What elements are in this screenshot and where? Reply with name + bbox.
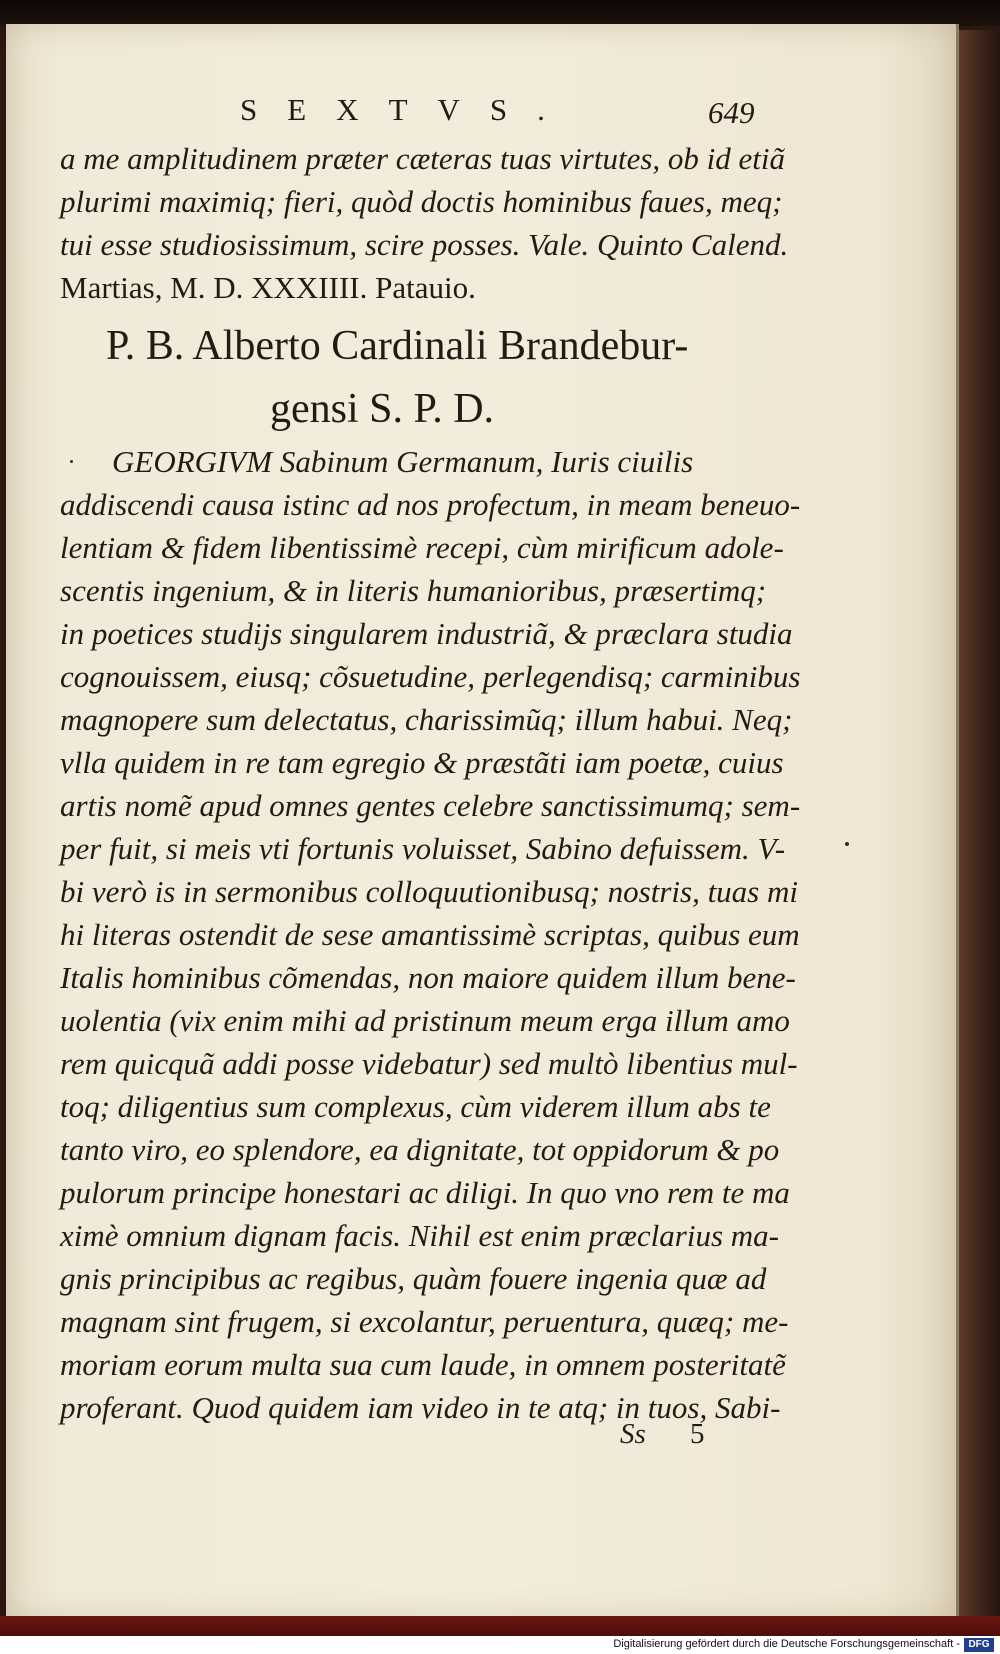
paper-speck bbox=[845, 842, 849, 846]
letter-heading-line-1: P. B. Alberto Cardinali Brandebur- bbox=[106, 323, 689, 369]
text-line: tanto viro, eo splendore, ea dignitate, tot oppidorum & po bbox=[60, 1132, 780, 1167]
text-line: magnopere sum delectatus, charissimũq; illum habui. Neq; bbox=[60, 702, 793, 737]
paper-speck bbox=[70, 460, 73, 463]
scan-bottom-edge bbox=[0, 1616, 1000, 1636]
text-line: a me amplitudinem præter cæteras tuas virtutes, ob id etiã bbox=[60, 141, 786, 176]
text-line: uolentia (vix enim mihi ad pristinum meum erga illum amo bbox=[60, 1003, 790, 1038]
text-line: pulorum principe honestari ac diligi. In quo vno rem te ma bbox=[60, 1175, 790, 1210]
text-line: tui esse studiosissimum, scire posses. Vale. Quinto Calend. bbox=[60, 227, 789, 262]
text-line: moriam eorum multa sua cum laude, in omnem posteritatẽ bbox=[60, 1347, 786, 1382]
text-line: bi verò is in sermonibus colloquutionibusq; nostris, tuas mi bbox=[60, 874, 798, 909]
digitization-credit: Digitalisierung gefördert durch die Deutsche Forschungsgemeinschaft - bbox=[613, 1638, 960, 1650]
text-line: magnam sint frugem, si excolantur, peruentura, quæq; me- bbox=[60, 1304, 789, 1339]
letter-heading-line-2: gensi S. P. D. bbox=[270, 386, 495, 432]
text-line: toq; diligentius sum complexus, cùm viderem illum abs te bbox=[60, 1089, 771, 1124]
text-line: Martias, M. D. XXXIIII. Patauio. bbox=[60, 270, 476, 305]
text-line: in poetices studijs singularem industriã, & præclara studia bbox=[60, 616, 793, 651]
text-line: artis nomẽ apud omnes gentes celebre sanctissimumq; sem- bbox=[60, 788, 801, 823]
signature-mark: Ss bbox=[620, 1418, 646, 1450]
text-line: ximè omnium dignam facis. Nihil est enim præclarius ma- bbox=[60, 1218, 779, 1253]
text-line: scentis ingenium, & in literis humanioribus, præsertimq; bbox=[60, 573, 767, 608]
text-line: plurimi maximiq; fieri, quòd doctis hominibus faues, meq; bbox=[60, 184, 783, 219]
text-line: addiscendi causa istinc ad nos profectum, in meam beneuo- bbox=[60, 487, 801, 522]
text-line: per fuit, si meis vti fortunis voluisset, Sabino defuissem. V- bbox=[60, 831, 786, 866]
text-line: cognouissem, eiusq; cõsuetudine, perlegendisq; carminibus bbox=[60, 659, 801, 694]
text-line: lentiam & fidem libentissimè recepi, cùm mirificum adole- bbox=[60, 530, 784, 565]
text-line: rem quicquã addi posse videbatur) sed multò libentius mul- bbox=[60, 1046, 798, 1081]
dfg-logo: DFG bbox=[964, 1638, 994, 1652]
signature-number: 5 bbox=[690, 1418, 705, 1450]
text-line: gnis principibus ac regibus, quàm fouere ingenia quæ ad bbox=[60, 1261, 767, 1296]
body-first-line: GEORGIVM Sabinum Germanum, Iuris ciuilis bbox=[112, 444, 694, 479]
page-number: 649 bbox=[708, 95, 755, 130]
text-line: hi literas ostendit de sese amantissimè scriptas, quibus eum bbox=[60, 917, 800, 952]
book-fore-edge bbox=[959, 30, 1000, 1620]
text-line: vlla quidem in re tam egregio & præstãti iam poetæ, cuius bbox=[60, 745, 784, 780]
running-head: SEXTVS. bbox=[240, 92, 575, 127]
text-line: proferant. Quod quidem iam video in te atq; in tuos, Sabi- bbox=[60, 1390, 781, 1425]
text-line: Italis hominibus cõmendas, non maiore quidem illum bene- bbox=[60, 960, 796, 995]
scan-top-edge bbox=[0, 0, 1000, 26]
